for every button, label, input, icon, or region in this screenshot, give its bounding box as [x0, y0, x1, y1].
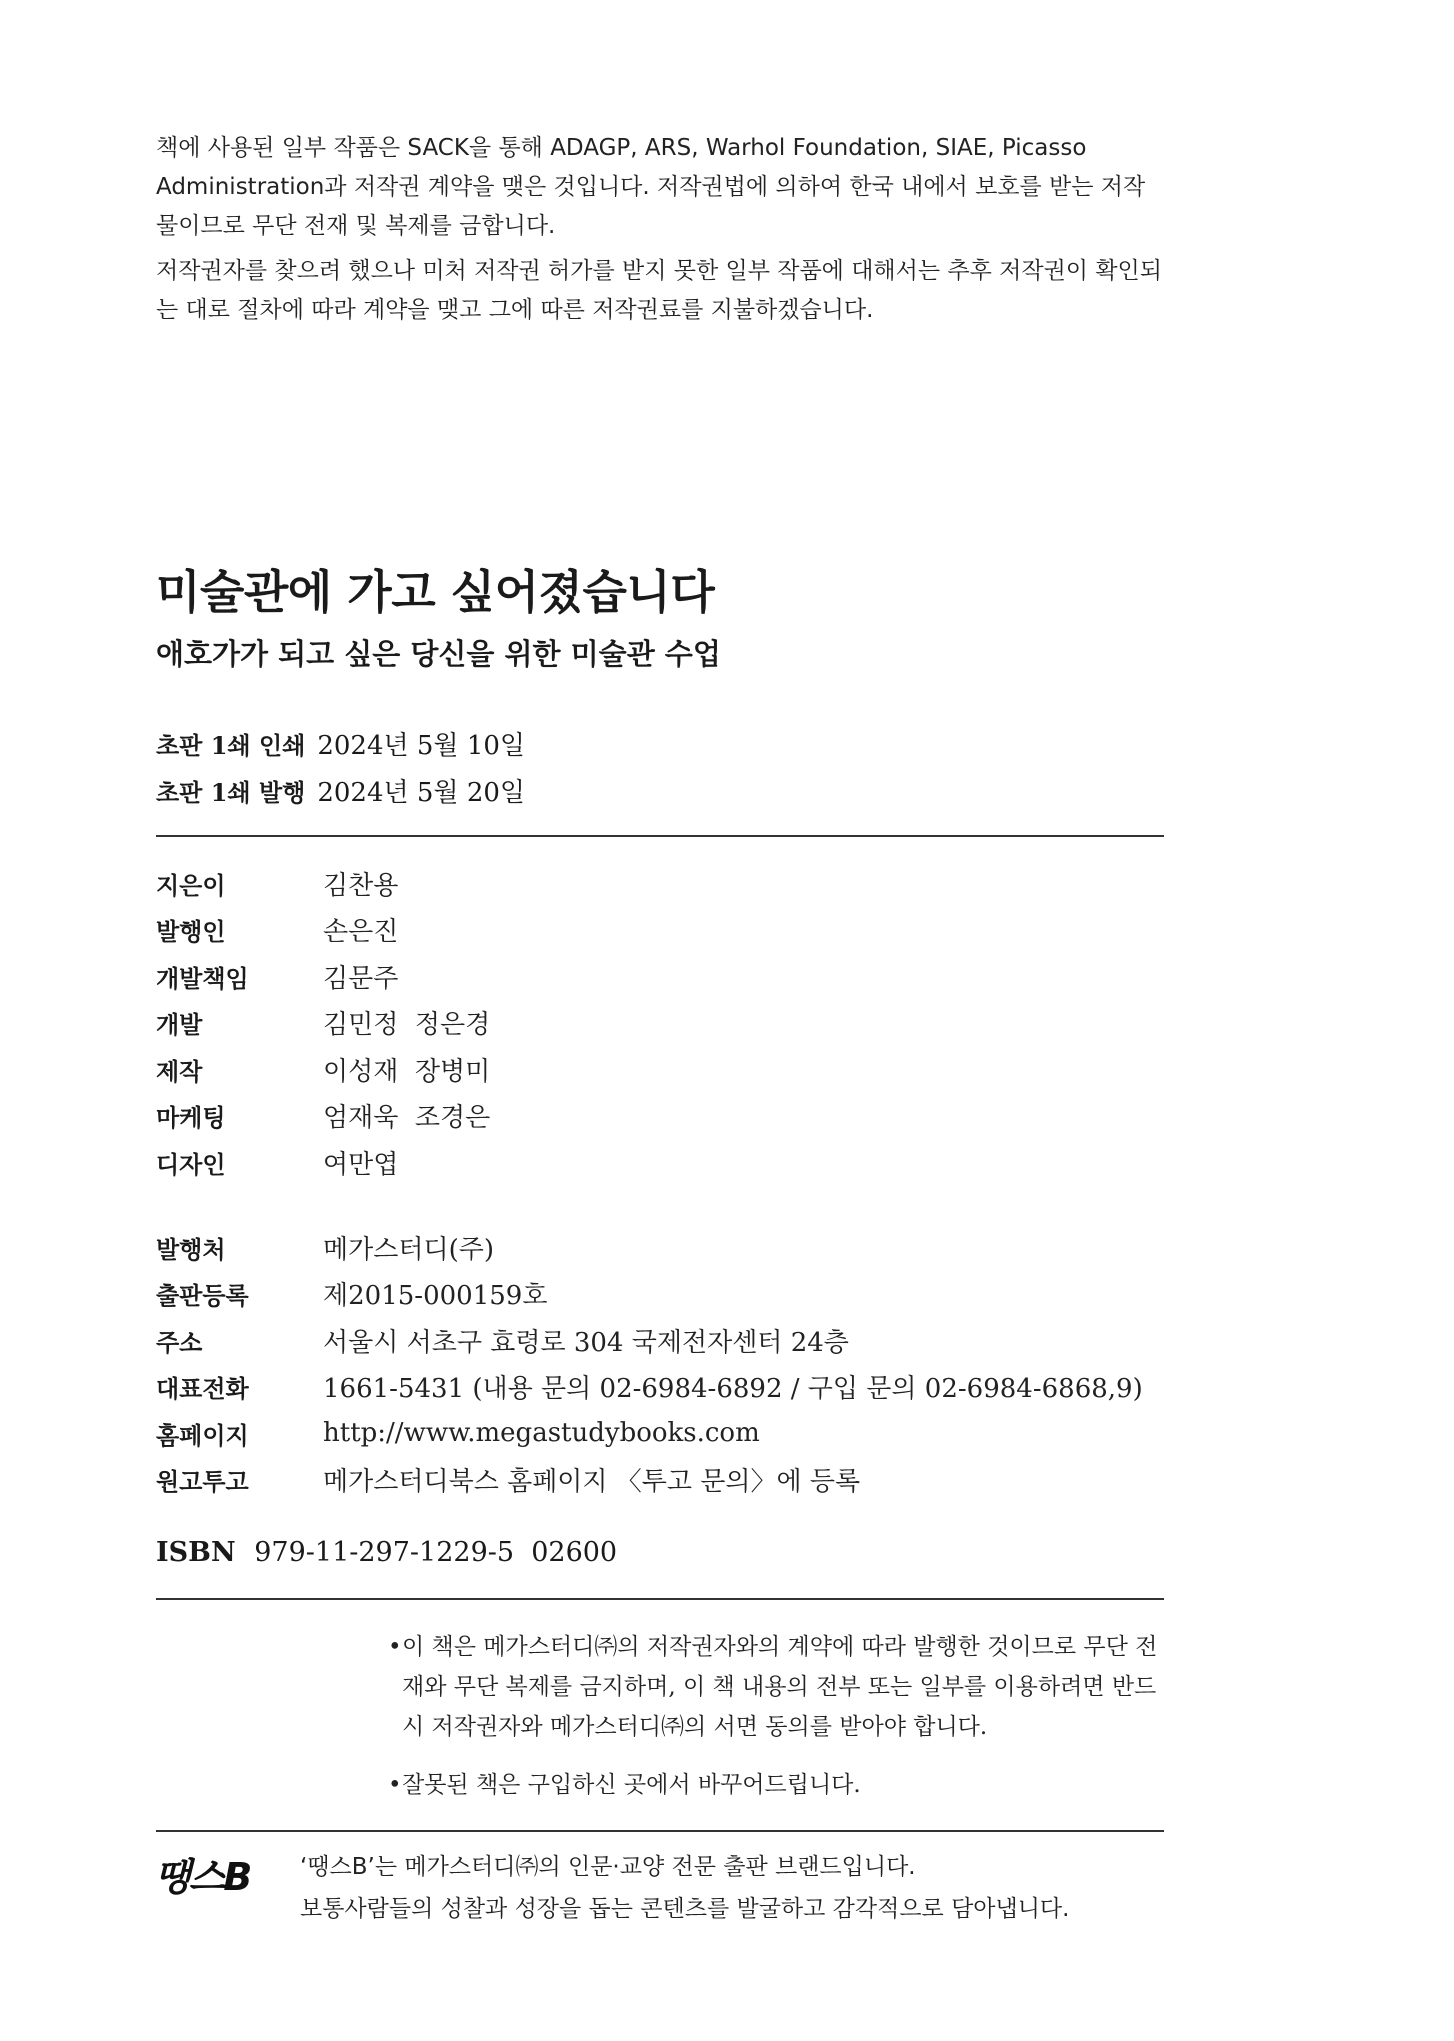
publisher-label: 대표전화: [156, 1374, 249, 1404]
divider: [156, 835, 1164, 837]
isbn-value: 979-11-297-1229-5 02600: [254, 1537, 618, 1568]
credit-row: [156, 1000, 490, 1047]
copyright-notice: [156, 129, 1166, 330]
publisher-value: 서울시 서초구 효령로 304 국제전자센터 24층: [323, 1327, 849, 1358]
publisher-info: [156, 1224, 1143, 1503]
divider: [156, 1598, 1164, 1600]
credit-value: 여만엽: [323, 1149, 399, 1180]
credit-value: 이성재 장병미: [323, 1056, 491, 1087]
publisher-value: 1661-5431 (내용 문의 02-6984-6892 / 구입 문의 02-6984-6868,9): [323, 1374, 1143, 1405]
copyright-paragraph-2: 저작권자를 찾으려 했으나 미처 저작권 허가를 받지 못한 일부 작품에 대해서는 추후 저작권이 확인되는 대로 절차에 따라 계약을 맺고 그에 따른 저작권료를 지불하겠습니다.: [156, 258, 1162, 323]
credit-value: 손은진: [323, 917, 399, 948]
publisher-row: [156, 1364, 1143, 1411]
print-dates: [156, 720, 525, 814]
publisher-value: 제2015-000159호: [323, 1281, 548, 1312]
credit-row: [156, 860, 490, 907]
print-date-row: [156, 767, 525, 814]
credit-label: 발행인: [156, 917, 226, 947]
notice-text: 잘못된 책은 구입하신 곳에서 바꾸어드립니다.: [402, 1772, 861, 1798]
credit-row: [156, 1046, 490, 1093]
credit-value: 김민정 정은경: [323, 1010, 491, 1041]
credit-label: 지은이: [156, 870, 226, 900]
publisher-label: 주소: [156, 1327, 203, 1357]
copyright-paragraph-1: 책에 사용된 일부 작품은 SACK을 통해 ADAGP, ARS, Warhol Foundation, SIAE, Picasso Administration과 저작권 계약을 맺은 것입니다. 저작권법에 의하여 한국 내에서 보호를 받는 저작물이므로 무단 전재 및 복제를 금합니다.: [156, 135, 1146, 239]
credit-label: 개발책임: [156, 963, 249, 993]
publisher-row: [156, 1457, 1143, 1504]
bullet-icon: •: [388, 1634, 402, 1660]
homepage-link[interactable]: http://www.megastudybooks.com: [323, 1418, 760, 1449]
publisher-label: 원고투고: [156, 1467, 249, 1497]
notice-item: [388, 1627, 1170, 1747]
brand-logo: 땡스B: [154, 1855, 251, 1899]
credit-row: [156, 953, 490, 1000]
isbn-label: ISBN: [156, 1537, 236, 1568]
publisher-row: [156, 1224, 1143, 1271]
publisher-label: 출판등록: [156, 1281, 249, 1311]
publisher-value: 메가스터디(주): [323, 1234, 494, 1265]
bullet-icon: •: [388, 1772, 402, 1798]
credit-row: [156, 1093, 490, 1140]
notice-item: [388, 1765, 1170, 1805]
print-date-label: 초판 1쇄 발행: [156, 778, 306, 807]
credit-value: 김문주: [323, 963, 399, 994]
print-date-value: 2024년 5월 20일: [317, 778, 526, 808]
credit-label: 디자인: [156, 1149, 226, 1179]
credit-row: [156, 1139, 490, 1186]
publisher-row: [156, 1410, 1143, 1457]
publisher-value: 메가스터디북스 홈페이지 〈투고 문의〉에 등록: [323, 1467, 861, 1498]
notice-text: 이 책은 메가스터디㈜의 저작권자와의 계약에 따라 발행한 것이므로 무단 전재와 무단 복제를 금지하며, 이 책 내용의 전부 또는 일부를 이용하려면 반드시 저작권자와 메가스터디㈜의 서면 동의를 받아야 합니다.: [402, 1634, 1158, 1740]
divider: [156, 1830, 1164, 1832]
credit-label: 제작: [156, 1056, 203, 1086]
print-date-label: 초판 1쇄 인쇄: [156, 731, 306, 760]
brand-description: [300, 1846, 1069, 1930]
publisher-row: [156, 1317, 1143, 1364]
publisher-label: 홈페이지: [156, 1420, 249, 1450]
book-subtitle: 애호가가 되고 싶은 당신을 위한 미술관 수업: [156, 637, 721, 671]
brand-line-2: 보통사람들의 성찰과 성장을 돕는 콘텐츠를 발굴하고 감각적으로 담아냅니다.: [300, 1896, 1070, 1922]
book-title: 미술관에 가고 싶어졌습니다: [156, 565, 715, 619]
credit-value: 김찬용: [323, 870, 399, 901]
notices: [388, 1627, 1170, 1805]
isbn: [156, 1537, 617, 1568]
print-date-value: 2024년 5월 10일: [317, 731, 526, 761]
credit-row: [156, 907, 490, 954]
publisher-label: 발행처: [156, 1234, 226, 1264]
print-date-row: [156, 720, 525, 767]
credit-value: 엄재욱 조경은: [323, 1103, 491, 1134]
credit-label: 개발: [156, 1010, 203, 1040]
publisher-row: [156, 1271, 1143, 1318]
brand-line-1: ‘땡스B’는 메가스터디㈜의 인문·교양 전문 출판 브랜드입니다.: [300, 1854, 916, 1880]
credit-label: 마케팅: [156, 1103, 226, 1133]
credits-list: [156, 860, 490, 1186]
